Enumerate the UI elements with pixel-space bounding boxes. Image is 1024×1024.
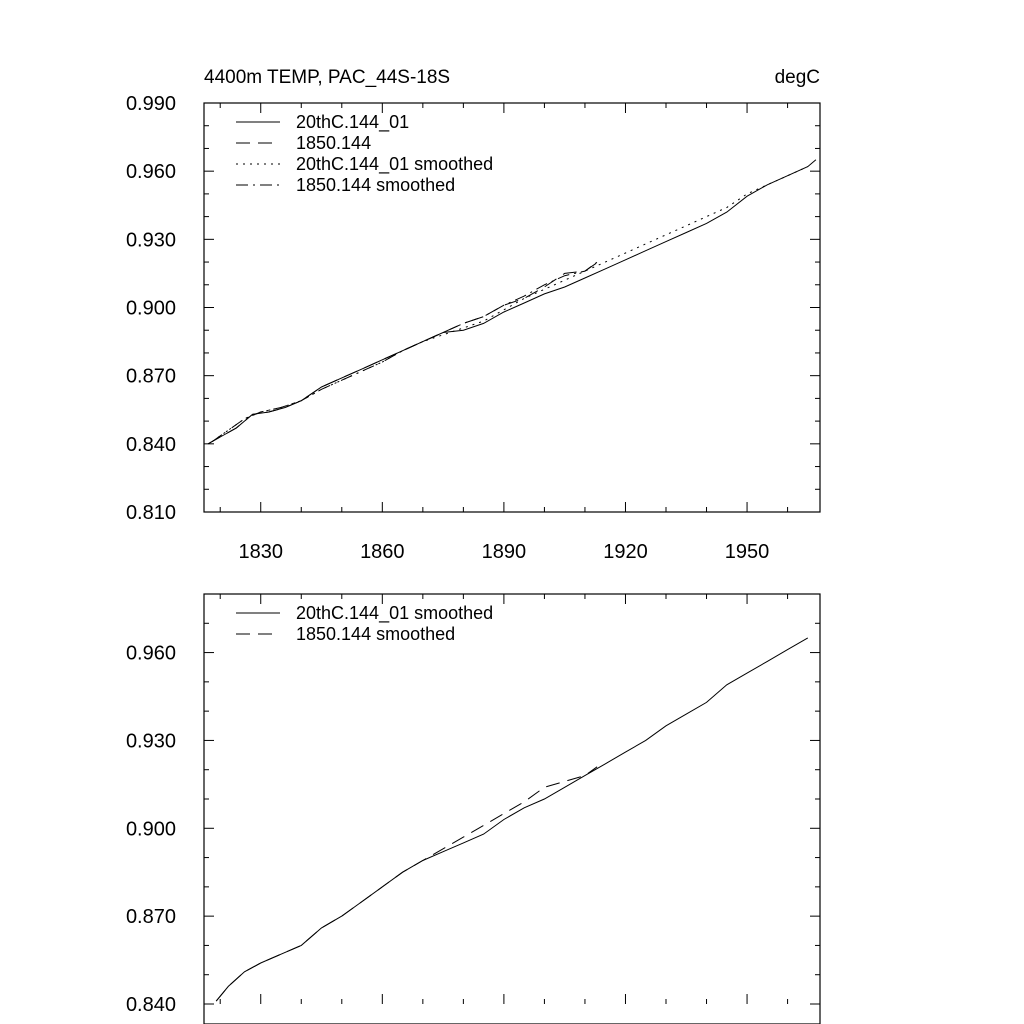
x-tick-label: 1950 <box>724 541 770 563</box>
legend-label: 20thC.144_01 <box>296 112 410 132</box>
legend-label: 1850.144 <box>296 133 372 153</box>
x-tick-label: 1830 <box>238 541 283 563</box>
y-tick-label: 0.840 <box>125 433 176 456</box>
top-legend <box>236 112 493 195</box>
y-tick-label: 0.990 <box>125 93 176 115</box>
series-line-2 <box>216 767 597 1001</box>
y-tick-label: 0.900 <box>125 818 176 841</box>
top-panel <box>126 67 820 563</box>
top-series <box>208 160 816 444</box>
y-tick-label: 0.810 <box>125 502 176 524</box>
x-tick-label: 1920 <box>603 541 648 563</box>
bottom-series <box>216 638 808 1001</box>
legend-label: 1850.144 smoothed <box>296 624 456 644</box>
bottom-axis-ticks <box>126 594 820 1016</box>
chart-title: 4400m TEMP, PAC_44S-18S <box>204 67 451 88</box>
legend-label: 1850.144 smoothed <box>296 175 456 195</box>
x-tick-label: 1860 <box>360 541 405 563</box>
series-line-1 <box>216 638 808 1001</box>
y-tick-label: 0.960 <box>125 161 176 184</box>
bottom-legend <box>236 603 493 644</box>
y-tick-label: 0.930 <box>125 229 176 252</box>
series-line-4 <box>212 262 597 442</box>
legend-label: 20thC.144_01 smoothed <box>296 603 494 623</box>
y-tick-label: 0.840 <box>125 994 176 1016</box>
y-tick-label: 0.930 <box>125 730 176 753</box>
y-tick-label: 0.960 <box>125 642 176 665</box>
series-line-2 <box>208 260 601 444</box>
y-tick-label: 0.870 <box>125 906 176 929</box>
legend-label: 20thC.144_01 smoothed <box>296 154 494 174</box>
x-tick-label: 1890 <box>481 541 527 563</box>
units-label: degC <box>774 67 820 88</box>
y-tick-label: 0.870 <box>125 365 176 388</box>
bottom-panel <box>126 594 820 1024</box>
y-tick-label: 0.900 <box>125 297 176 320</box>
